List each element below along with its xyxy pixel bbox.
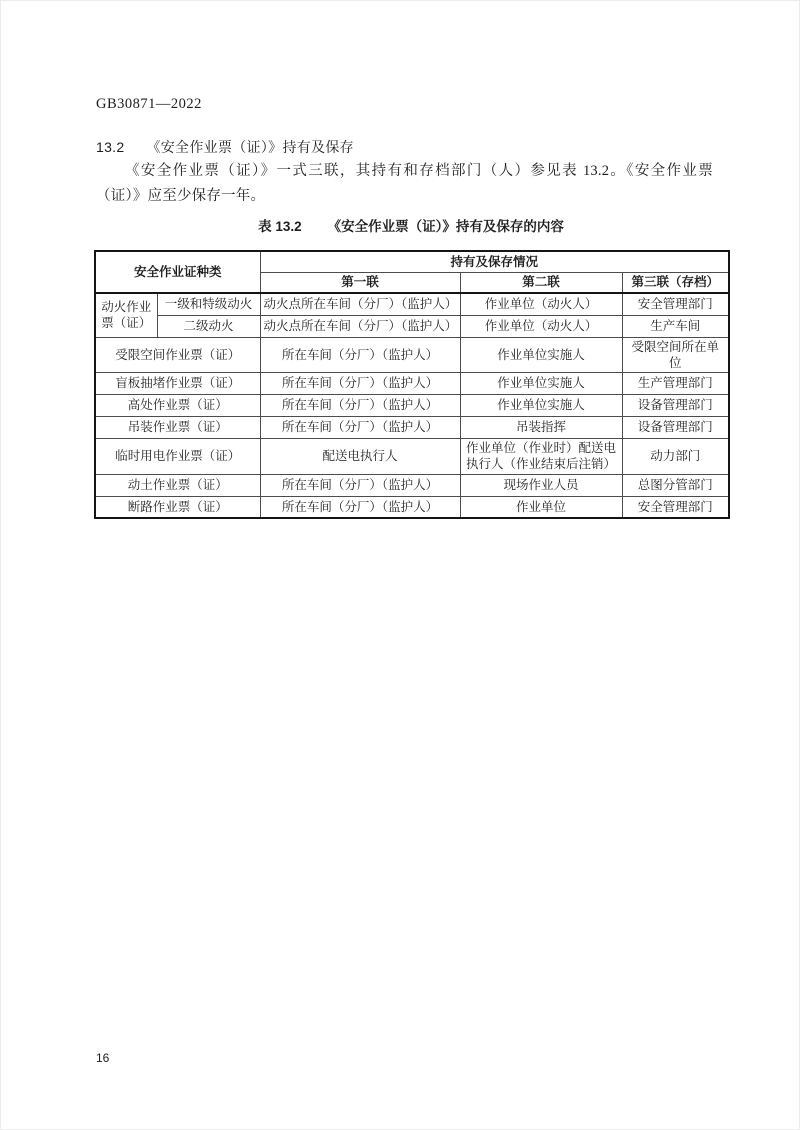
cell-copy1: 所在车间（分厂）（监护人） — [260, 417, 460, 439]
table-row — [95, 373, 729, 395]
cell-copy3: 安全管理部门 — [622, 293, 729, 315]
cell-permit-type: 吊装作业票（证） — [95, 417, 260, 439]
cell-permit-type: 临时用电作业票（证） — [95, 439, 260, 475]
body-paragraph: 《安全作业票（证）》一式三联，其持有和存档部门（人）参见表 13.2。《安全作业票（证）》应至少保存一年。 — [96, 163, 713, 204]
standard-number: GB30871—2022 — [96, 96, 202, 112]
table-row — [95, 439, 729, 475]
table-row — [95, 315, 729, 337]
cell-copy2: 吊装指挥 — [460, 417, 622, 439]
column-header-copy1: 第一联 — [260, 272, 460, 293]
cell-permit-type: 高处作业票（证） — [95, 395, 260, 417]
cell-permit-type: 受限空间作业票（证） — [95, 337, 260, 373]
column-header-permit-type: 安全作业证种类 — [95, 251, 260, 293]
cell-copy2: 作业单位（动火人） — [460, 315, 622, 337]
cell-copy2: 作业单位实施人 — [460, 373, 622, 395]
cell-copy1: 动火点所在车间（分厂）（监护人） — [260, 315, 460, 337]
cell-permit-type: 动火作业票（证） — [95, 293, 157, 337]
cell-copy3: 受限空间所在单位 — [622, 337, 729, 373]
table-caption-title: 《安全作业票（证）》持有及保存的内容 — [327, 219, 564, 234]
cell-copy2: 作业单位实施人 — [460, 337, 622, 373]
table-row — [95, 474, 729, 496]
section-number: 13.2 — [96, 139, 125, 155]
cell-copy3: 生产车间 — [622, 315, 729, 337]
cell-copy3: 生产管理部门 — [622, 373, 729, 395]
cell-copy2: 作业单位（动火人） — [460, 293, 622, 315]
cell-copy3: 总图分管部门 — [622, 474, 729, 496]
cell-copy3: 设备管理部门 — [622, 417, 729, 439]
cell-copy2: 作业单位 — [460, 496, 622, 518]
cell-copy1: 所在车间（分厂）（监护人） — [260, 474, 460, 496]
header-row-group — [95, 251, 729, 272]
cell-copy2: 现场作业人员 — [460, 474, 622, 496]
column-header-retention-group: 持有及保存情况 — [260, 251, 729, 272]
cell-permit-type: 盲板抽堵作业票（证） — [95, 373, 260, 395]
permit-retention-table — [94, 250, 730, 519]
section-title: 《安全作业票（证）》持有及保存 — [146, 139, 354, 155]
table-row — [95, 337, 729, 373]
section-heading — [96, 137, 354, 157]
cell-copy3: 动力部门 — [622, 439, 729, 475]
column-header-copy3: 第三联（存档） — [622, 272, 729, 293]
cell-copy3: 安全管理部门 — [622, 496, 729, 518]
column-header-copy2: 第二联 — [460, 272, 622, 293]
cell-permit-type: 断路作业票（证） — [95, 496, 260, 518]
cell-permit-type: 动土作业票（证） — [95, 474, 260, 496]
cell-copy1: 配送电执行人 — [260, 439, 460, 475]
cell-copy2: 作业单位实施人 — [460, 395, 622, 417]
cell-copy1: 所在车间（分厂）（监护人） — [260, 337, 460, 373]
cell-copy1: 所在车间（分厂）（监护人） — [260, 496, 460, 518]
table-row — [95, 496, 729, 518]
table-caption-label: 表 13.2 — [258, 219, 302, 234]
page-number: 16 — [96, 1051, 110, 1065]
cell-copy2: 作业单位（作业时）配送电执行人（作业结束后注销） — [460, 439, 622, 475]
cell-copy1: 所在车间（分厂）（监护人） — [260, 373, 460, 395]
table-row — [95, 417, 729, 439]
cell-permit-subtype: 二级动火 — [157, 315, 260, 337]
cell-copy1: 动火点所在车间（分厂）（监护人） — [260, 293, 460, 315]
cell-permit-subtype: 一级和特级动火 — [157, 293, 260, 315]
table-row — [95, 293, 729, 315]
cell-copy3: 设备管理部门 — [622, 395, 729, 417]
table-caption — [94, 215, 728, 235]
cell-copy1: 所在车间（分厂）（监护人） — [260, 395, 460, 417]
table-row — [95, 395, 729, 417]
